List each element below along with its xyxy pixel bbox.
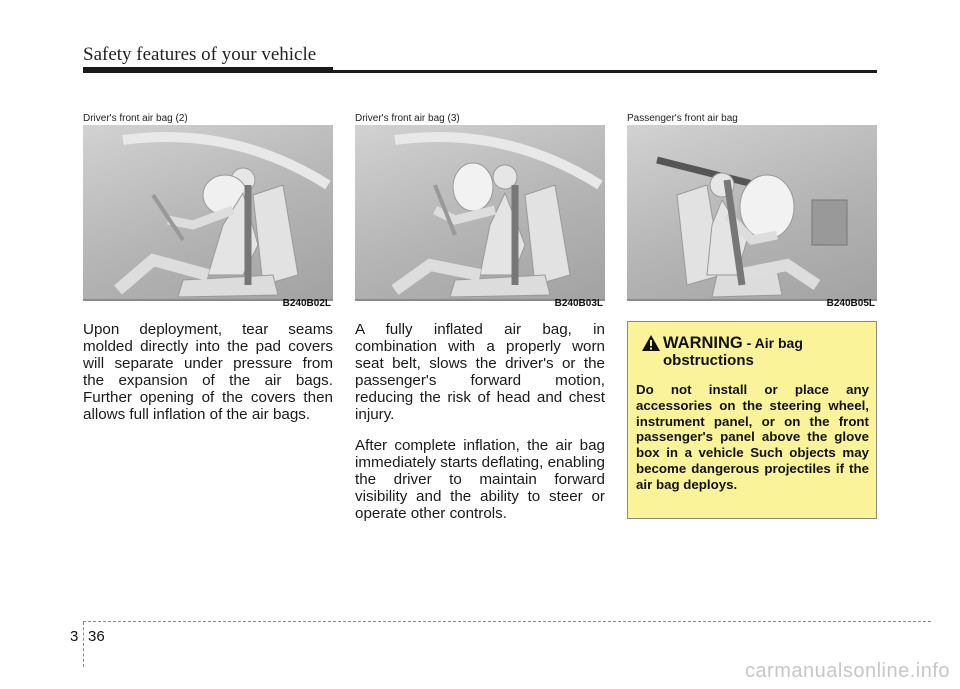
warning-triangle-icon (641, 334, 661, 352)
header-rule (83, 70, 877, 73)
airbag-illustration (83, 125, 333, 301)
watermark: carmanualsonline.info (744, 660, 950, 682)
page-number: 36 (88, 628, 105, 645)
paragraph: Upon deployment, tear seams molded directly into the pad covers will separate under pressure from the expansion of the air bags. Further opening of the covers then allows full inflation of the air bags. (83, 321, 333, 423)
warning-box (627, 321, 877, 519)
column-1-text (83, 321, 333, 437)
warning-label: WARNING (663, 334, 743, 352)
warning-subtitle-line2: obstructions (663, 352, 754, 369)
figure-caption: Driver's front air bag (3) (355, 113, 460, 124)
paragraph: After complete inflation, the air bag immediately starts deflating, enabling the driver to maintain forward visibility and the ability to steer or operate other controls. (355, 437, 605, 522)
warning-subtitle: - Air bag (742, 335, 803, 351)
warning-body: Do not install or place any accessories on the steering wheel, instrument panel, or on the front passenger's panel above the glove box in a vehicle Such objects may become dangerous projectiles if the air bag deploys. (636, 382, 869, 492)
figure-code: B240B03L (554, 298, 603, 309)
column-2-text (355, 321, 605, 536)
figure-driver-airbag-3 (355, 113, 605, 309)
airbag-illustration (355, 125, 605, 301)
airbag-illustration (627, 125, 877, 301)
figure-caption: Driver's front air bag (2) (83, 113, 188, 124)
footer-divider (83, 622, 84, 667)
page-title: Safety features of your vehicle (83, 44, 317, 65)
figure-code: B240B05L (826, 298, 875, 309)
chapter-number: 3 (70, 628, 79, 645)
footer-rule (83, 621, 931, 622)
warning-title (663, 334, 803, 352)
paragraph: A fully inflated air bag, in combination with a properly worn seat belt, slows the driver's or the passenger's forward motion, reducing the risk of head and chest injury. (355, 321, 605, 423)
figure-code: B240B02L (282, 298, 331, 309)
figure-passenger-airbag (627, 113, 877, 309)
figure-driver-airbag-2 (83, 113, 333, 309)
figure-caption: Passenger's front air bag (627, 113, 738, 124)
